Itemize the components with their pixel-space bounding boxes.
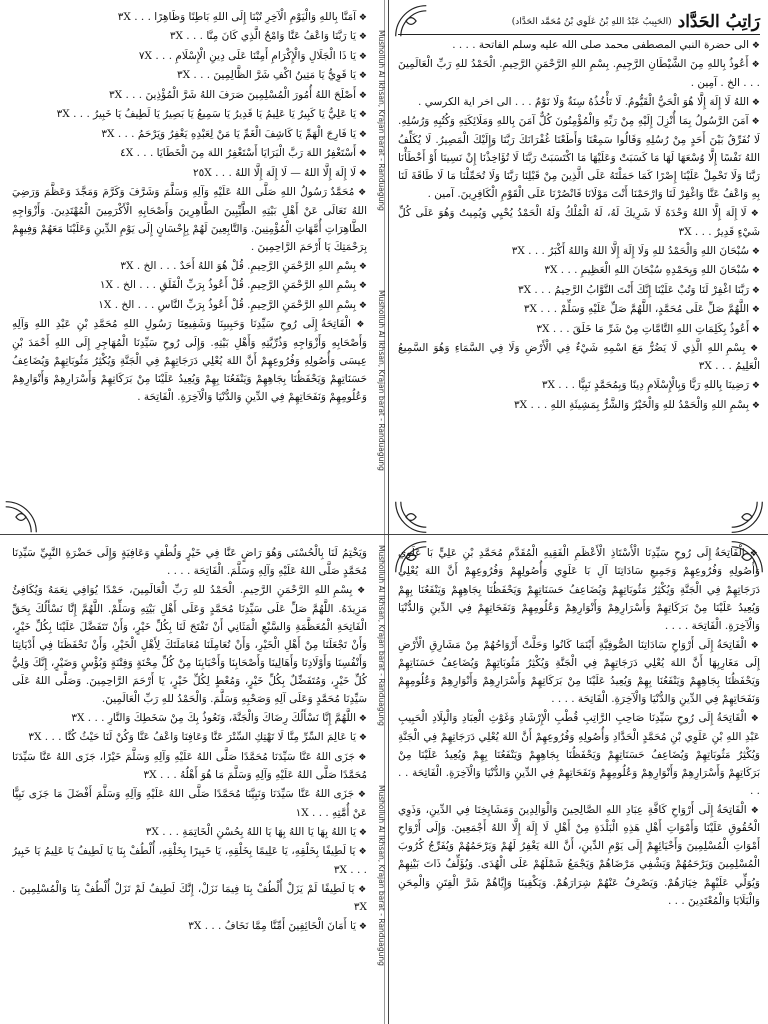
dhikr-line: ❖ رَضِينَا بِاللهِ رَبًّا وَبِالْإِسْلَامِ دِينًا وَبِمُحَمَّدٍ نَبِيًّا . . . ٣X xyxy=(398,376,760,394)
page-title: رَاتِبُ الحَدَّاد xyxy=(677,12,760,32)
dhikr-line: ❖ يَا رَبَّنَا وَاعْفُ عَنَّا وَامْحُ الَّذِي كَانَ مِنَّا . . . ٣X xyxy=(12,27,367,45)
dhikr-line: ❖ بِسْمِ اللهِ الرَّحْمَنِ الرَّحِيمِ. قُلْ هُوَ اللهُ أَحَدٌ . . . الخ . ٣X xyxy=(12,257,367,275)
panel-top-right xyxy=(398,36,760,504)
vertical-divider xyxy=(388,0,389,1024)
corner-ornament-icon xyxy=(394,500,428,534)
dhikr-line: ❖ يَا ذَا الْجَلَالِ وَالْإِكْرَامِ أَمِتْنَا عَلَى دِينِ الْإِسْلَامِ . . . ٧X xyxy=(12,47,367,65)
dhikr-line: ❖ يَا قَوِيُّ يَا مَتِينُ اكْفِ شَرَّ الظَّالِمِينَ . . . ٣X xyxy=(12,66,367,84)
dhikr-line: ❖ لَا إِلَهَ إِلَّا اللهُ — لَا إِلَهَ إِلَّا اللهُ . . . ٢٥X xyxy=(12,164,367,182)
dhikr-line: ❖ بِسْمِ اللهِ الرَّحْمَنِ الرَّحِيمِ. قُلْ أَعُوذُ بِرَبِّ النَّاسِ . . . الخ . ١X xyxy=(12,296,367,314)
spine-label: Musholluh Al Ikhsan, Krajan barat - Randuagung xyxy=(377,785,386,966)
dhikr-line: ❖ يَا اللهُ بِهَا يَا اللهُ بِهَا يَا اللهُ بِحُسْنِ الْخَاتِمَةِ . . . ٣X xyxy=(12,823,367,841)
panel-bottom-left xyxy=(12,544,367,1024)
dhikr-line: ❖ الْفَاتِحَةُ إِلَى رُوحِ سَيِّدِنَا الْأُسْتَاذِ الْأَعْظَمِ الْفَقِيهِ الْمُقَدَّمِ مُحَمَّدِ بْنِ عَلِيٍّ بَا عَلَوِي وَأُصُولِهِ وَفُرُوعِهِمْ وَجَمِيعِ سَادَاتِنَا آلِ بَا عَلَوِي وَأُصُولِهِمْ وَفُرُوعِهِمْ أَنَّ اللهَ يُعْلِي دَرَجَاتِهِمْ فِي الْجَنَّةِ وَيُكْثِرُ مَثُوبَاتِهِمْ وَيُضَاعِفُ حَسَنَاتِهِمْ وَيَحْفَظُنَا بِجَاهِهِمْ وَيَنْفَعُنَا بِهِمْ وَيُعِيدُ عَلَيْنَا مِنْ بَرَكَاتِهِمْ وَأَسْرَارِهِمْ وَأَنْوَارِهِمْ وَعُلُومِهِمْ وَنَفَحَاتِهِمْ فِي الدِّينِ وَالدُّنْيَا وَالْآخِرَةِ. الْفَاتِحَة . . . . xyxy=(398,544,760,635)
dhikr-line: ❖ اللَّهُمَّ صَلِّ عَلَى مُحَمَّدٍ، اللَّهُمَّ صَلِّ عَلَيْهِ وَسَلِّمْ . . . ٣X xyxy=(398,300,760,318)
dhikr-line: ❖ رَبَّنَا اغْفِرْ لَنَا وَتُبْ عَلَيْنَا إِنَّكَ أَنْتَ التَّوَّابُ الرَّحِيمُ . . . ٣X xyxy=(398,281,760,299)
panel-top-left xyxy=(12,8,367,528)
dhikr-line: ❖ بِسْمِ اللهِ الَّذِي لَا يَضُرُّ مَعَ اسْمِهِ شَيْءٌ فِي الْأَرْضِ وَلَا فِي السَّمَاءِ وَهُوَ السَّمِيعُ الْعَلِيمُ . . . ٣X xyxy=(398,339,760,376)
dhikr-line: ❖ اللَّهُمَّ إِنَّا نَسْأَلُكَ رِضَاكَ وَالْجَنَّةَ، وَنَعُوذُ بِكَ مِنْ سَخَطِكَ وَالنَّارِ . . . ٣X xyxy=(12,709,367,727)
corner-ornament-icon xyxy=(730,500,764,534)
dhikr-line: ❖ أَصْلَحَ اللهُ أُمُورَ الْمُسْلِمِينَ صَرَفَ اللهُ شَرَّ الْمُؤْذِينَ . . . ٣X xyxy=(12,86,367,104)
dhikr-line: ❖ جَزَى اللهُ عَنَّا سَيِّدَنَا وَنَبِيَّنَا مُحَمَّدًا صَلَّى اللهُ عَلَيْهِ وَآلِهِ وَسَلَّمَ أَفْضَلَ مَا جَزَى نَبِيًّا عَنْ أُمَّتِهِ . . . ١X xyxy=(12,785,367,822)
dhikr-line: ❖ يَا لَطِيفًا لَمْ يَزَلْ أُلْطُفْ بِنَا فِيمَا نَزَلْ، إِنَّكَ لَطِيفٌ لَمْ تَزَلْ أُلْطُفْ بِنَا وَالْمُسْلِمِينَ . ٣X xyxy=(12,880,367,917)
dhikr-line: ❖ مُحَمَّدٌ رَسُولُ اللهِ صَلَّى اللهُ عَلَيْهِ وَآلِهِ وَسَلَّمَ وَشَرَّفَ وَكَرَّمَ وَمَجَّدَ وَعَظَّمَ وَرَضِيَ اللهُ تَعَالَى عَنْ أَهْلِ بَيْتِهِ الطَّيِّبِينَ الطَّاهِرِينَ وَأَصْحَابِهِ الْأَكْرَمِينَ الْمُهْتَدِينَ. وَأَزْوَاجِهِ الطَّاهِرَاتِ أُمَّهَاتِ الْمُؤْمِنِينَ. وَالتَّابِعِينَ لَهُمْ بِإِحْسَانٍ إِلَى يَوْمِ الدِّينِ وَعَلَيْنَا مَعَهُمْ وَفِيهِمْ بِرَحْمَتِكَ يَا أَرْحَمَ الرَّاحِمِينَ . xyxy=(12,183,367,256)
dhikr-line: ❖ بِسْمِ اللهِ الرَّحْمَنِ الرَّحِيمِ. قُلْ أَعُوذُ بِرَبِّ الْفَلَقِ . . . الخ . ١X xyxy=(12,276,367,294)
dhikr-line: وَيَخْتِمُ لَنَا بِالْحُسْنَى وَهُوَ رَاضٍ عَنَّا فِي خَيْرٍ وَلُطْفٍ وَعَافِيَةٍ وَإِلَى حَضْرَةِ النَّبِيِّ سَيِّدِنَا مُحَمَّدٍ صَلَّى اللهُ عَلَيْهِ وَآلِهِ وَسَلَّمَ. الْفَاتِحَة . . . . xyxy=(12,547,367,578)
dhikr-line: ❖ الْفَاتِحَةُ إِلَى رُوحِ سَيِّدِنَا وَحَبِيبِنَا وَشَفِيعِنَا رَسُولِ اللهِ مُحَمَّدِ بْنِ عَبْدِ اللهِ وَآلِهِ وَأَصْحَابِهِ وَأَزْوَاجِهِ وَذُرِّيَّتِهِ وَأَهْلِ بَيْتِهِ. وَإِلَى رُوحِ سَيِّدِنَا الْمُهَاجِرِ إِلَى اللهِ أَحْمَدَ بْنِ عِيسَى وَأُصُولِهِ وَفُرُوعِهِمْ أَنَّ اللهَ يُعْلِي دَرَجَاتِهِمْ فِي الْجَنَّةِ وَيُكْثِرُ مَثُوبَاتِهِمْ وَيُضَاعِفُ حَسَنَاتِهِمْ وَيَحْفَظُنَا بِجَاهِهِمْ وَيَنْفَعُنَا بِهِمْ وَيُعِيدُ عَلَيْنَا مِنْ بَرَكَاتِهِمْ وَأَسْرَارِهِمْ وَأَنْوَارِهِمْ وَعُلُومِهِمْ وَنَفَحَاتِهِمْ فِي الدِّينِ وَالدُّنْيَا وَالْآخِرَةِ. الْفَاتِحَة . xyxy=(12,315,367,406)
dhikr-line: ❖ لَا إِلَهَ إِلَّا اللهُ وَحْدَهُ لَا شَرِيكَ لَهُ، لَهُ الْمُلْكُ وَلَهُ الْحَمْدُ يُحْيِي وَيُمِيتُ وَهُوَ عَلَى كُلِّ شَيْءٍ قَدِيرٌ . . . ٣X xyxy=(398,204,760,241)
dhikr-line: ❖ اللهُ لَا إِلَهَ إِلَّا هُوَ الْحَيُّ الْقَيُّومُ. لَا تَأْخُذُهُ سِنَةٌ وَلَا نَوْمٌ . . . الى اخر اية الكرسي . xyxy=(398,93,760,111)
dhikr-line: ❖ بِسْمِ اللهِ الرَّحْمَنِ الرَّحِيمِ. الْحَمْدُ للهِ رَبِّ الْعَالَمِينَ، حَمْدًا يُوَافِي نِعَمَهُ وَيُكَافِئُ مَزِيدَهُ. اللَّهُمَّ صَلِّ عَلَى سَيِّدِنَا مُحَمَّدٍ وَعَلَى أَهْلِ بَيْتِهِ وَسَلِّمْ. اللَّهُمَّ إِنَّا نَسْأَلُكَ بِحَقِّ الْفَاتِحَةِ الْمُعَظَّمَةِ وَالسَّبْعِ الْمَثَانِي أَنْ تَفْتَحَ لَنَا بِكُلِّ خَيْرٍ، وَأَنْ تَتَفَضَّلَ عَلَيْنَا بِكُلِّ خَيْرٍ، وَأَنْ تَجْعَلَنَا مِنْ أَهْلِ الْخَيْرِ، وَأَنْ تُعَامِلَنَا مُعَامَلَتَكَ لِأَهْلِ الْخَيْرِ، وَأَنْ تَحْفَظَنَا فِي أَدْيَانِنَا وَأَنْفُسِنَا وَأَوْلَادِنَا وَأَهَالِينَا وَأَصْحَابِنَا وَأَحْبَابِنَا مِنْ كُلِّ مِحْنَةٍ وَفِتْنَةٍ وَبُؤْسٍ وَضَيْرٍ، إِنَّكَ وَلِيُّ كُلِّ خَيْرٍ، وَمُتَفَضِّلٌ بِكُلِّ خَيْرٍ، وَمُعْطٍ لِكُلِّ خَيْرٍ، يَا أَرْحَمَ الرَّاحِمِينَ. وَصَلَّى اللهُ عَلَى سَيِّدِنَا مُحَمَّدٍ وَعَلَى آلِهِ وَصَحْبِهِ وَسَلَّمَ. وَالْحَمْدُ للهِ رَبِّ الْعَالَمِينَ. xyxy=(12,581,367,708)
dhikr-line: ❖ يَا عَلِيُّ يَا كَبِيرُ يَا عَلِيمُ يَا قَدِيرُ يَا سَمِيعُ يَا بَصِيرُ يَا لَطِيفُ يَا خَبِيرُ . . . ٣X xyxy=(12,105,367,123)
dhikr-line: ❖ يَا أَمَانَ الْخَائِفِينَ أَمِّنَّا مِمَّا نَخَافُ . . . ٣X xyxy=(12,917,367,935)
dhikr-line: ❖ يَا فَارِجَ الْهَمِّ يَا كَاشِفَ الْغَمِّ يَا مَنْ لِعَبْدِهِ يَغْفِرُ وَيَرْحَمُ . . . ٣X xyxy=(12,125,367,143)
dhikr-line: ❖ بِسْمِ اللهِ وَالْحَمْدُ للهِ وَالْخَيْرُ وَالشَّرُّ بِمَشِيئَةِ اللهِ . . . ٣X xyxy=(398,396,760,414)
dhikr-line: ❖ سُبْحَانَ اللهِ وَبِحَمْدِهِ سُبْحَانَ اللهِ الْعَظِيمِ . . . ٣X xyxy=(398,261,760,279)
dhikr-line: ❖ سُبْحَانَ اللهِ وَالْحَمْدُ للهِ وَلَا إِلَهَ إِلَّا اللهُ وَاللهُ أَكْبَرُ . . . ٣X xyxy=(398,242,760,260)
dhikr-line: ❖ يَا لَطِيفًا بِخَلْقِهِ، يَا عَلِيمًا بِخَلْقِهِ، يَا خَبِيرًا بِخَلْقِهِ، أُلْطُفْ بِنَا يَا لَطِيفُ يَا عَلِيمُ يَا خَبِيرُ . . . ٣X xyxy=(12,842,367,879)
dhikr-line: ❖ آمَنَ الرَّسُولُ بِمَا أُنْزِلَ إِلَيْهِ مِنْ رَبِّهِ وَالْمُؤْمِنُونَ كُلٌّ آمَنَ بِاللهِ وَمَلَائِكَتِهِ وَكُتُبِهِ وَرُسُلِهِ. لَا نُفَرِّقُ بَيْنَ أَحَدٍ مِنْ رُسُلِهِ وَقَالُوا سَمِعْنَا وَأَطَعْنَا غُفْرَانَكَ رَبَّنَا وَإِلَيْكَ الْمَصِيرُ. لَا يُكَلِّفُ اللهُ نَفْسًا إِلَّا وُسْعَهَا لَهَا مَا كَسَبَتْ وَعَلَيْهَا مَا اكْتَسَبَتْ رَبَّنَا لَا تُؤَاخِذْنَا إِنْ نَسِينَا أَوْ أَخْطَأْنَا رَبَّنَا وَلَا تَحْمِلْ عَلَيْنَا إِصْرًا كَمَا حَمَلْتَهُ عَلَى الَّذِينَ مِنْ قَبْلِنَا رَبَّنَا وَلَا تُحَمِّلْنَا مَا لَا طَاقَةَ لَنَا بِهِ وَاعْفُ عَنَّا وَاغْفِرْ لَنَا وَارْحَمْنَا أَنْتَ مَوْلَانَا فَانْصُرْنَا عَلَى الْقَوْمِ الْكَافِرِينَ. آمين . xyxy=(398,112,760,203)
dhikr-line: ❖ الْفَاتِحَةُ إِلَى رُوحِ سَيِّدِنَا صَاحِبِ الرَّاتِبِ قُطْبِ الْإِرْشَادِ وَغَوْثِ الْعِبَادِ وَالْبِلَادِ الْحَبِيبِ عَبْدِ اللهِ بْنِ عَلَوِي بْنِ مُحَمَّدٍ الْحَدَّادِ وَأُصُولِهِ وَفُرُوعِهِمْ أَنَّ اللهَ يُعْلِي دَرَجَاتِهِمْ فِي الْجَنَّةِ وَيُكْثِرُ مَثُوبَاتِهِمْ وَيُضَاعِفُ حَسَنَاتِهِمْ وَيَحْفَظُنَا بِجَاهِهِمْ وَيَنْفَعُنَا بِهِمْ وَيُعِيدُ عَلَيْنَا مِنْ بَرَكَاتِهِمْ وَأَسْرَارِهِمْ وَأَنْوَارِهِمْ وَعُلُومِهِمْ وَنَفَحَاتِهِمْ فِي الدِّينِ وَالدُّنْيَا وَالْآخِرَةِ. الْفَاتِحَة . . . . xyxy=(398,709,760,800)
dhikr-line: ❖ الْفَاتِحَةُ إِلَى أَرْوَاحِ سَادَاتِنَا الصُّوفِيَّةِ أَيْنَمَا كَانُوا وَحَلَّتْ أَرْوَاحُهُمْ مِنْ مَشَارِقِ الْأَرْضِ إِلَى مَغَارِبِهَا أَنَّ اللهَ يُعْلِي دَرَجَاتِهِمْ فِي الْجَنَّةِ وَيُكْثِرُ مَثُوبَاتِهِمْ وَيُضَاعِفُ حَسَنَاتِهِمْ وَيَحْفَظُنَا بِجَاهِهِمْ وَيَنْفَعُنَا بِهِمْ وَيُعِيدُ عَلَيْنَا مِنْ بَرَكَاتِهِمْ وَأَسْرَارِهِمْ وَأَنْوَارِهِمْ وَعُلُومِهِمْ وَنَفَحَاتِهِمْ فِي الدِّينِ وَالدُّنْيَا وَالْآخِرَةِ. الْفَاتِحَة . . . . xyxy=(398,636,760,709)
page-header xyxy=(398,10,760,35)
dhikr-line: ❖ أَعُوذُ بِاللهِ مِنَ الشَّيْطَانِ الرَّجِيمِ. بِسْمِ اللهِ الرَّحْمَنِ الرَّحِيمِ. الْحَمْدُ للهِ رَبِّ الْعَالَمِينَ . . . الخ . آمِين . xyxy=(398,55,760,92)
dhikr-line: ❖ أَسْتَغْفِرُ اللهَ رَبَّ الْبَرَايَا أَسْتَغْفِرُ اللهَ مِنَ الْخَطَايَا . . . ٤X xyxy=(12,144,367,162)
panel-bottom-right xyxy=(398,544,760,1024)
spine-label: Musholluh Al Ikhsan, Krajan barat - Randuagung xyxy=(377,545,386,726)
spine-label: Musholluh Al Ikhsan, Krajan barat - Randuagung xyxy=(377,290,386,471)
page-subtitle: (الحَبِيبُ عَبْدُ اللهِ بْنُ عَلَوِي بْنُ مُحَمَّد الحَدَّاد) xyxy=(511,17,672,27)
dhikr-line: ❖ آمَنَّا بِاللهِ وَالْيَوْمِ الْآخِرِ تُبْنَا إِلَى اللهِ بَاطِنًا وَظَاهِرًا . . . ٣X xyxy=(12,8,367,26)
dhikr-line: ❖ أَعُوذُ بِكَلِمَاتِ اللهِ التَّامَّاتِ مِنْ شَرِّ مَا خَلَقَ . . . ٣X xyxy=(398,320,760,338)
dhikr-line: ❖ الى حضرة النبي المصطفى محمد صلى الله عليه وسلم الفاتحة . . . . xyxy=(398,36,760,54)
dhikr-line: ❖ الْفَاتِحَةُ إِلَى أَرْوَاحِ كَافَّةِ عِبَادِ اللهِ الصَّالِحِينَ وَالْوَالِدِينَ وَمَشَايِخِنَا فِي الدِّينِ، وَذَوِي الْحُقُوقِ عَلَيْنَا وَأَمْوَاتِ أَهْلِ هَذِهِ الْبَلْدَةِ مِنْ أَهْلِ لَا إِلَهَ إِلَّا اللهُ أَجْمَعِينَ. وَإِلَى أَرْوَاحِ أَمْوَاتِ الْمُسْلِمِينَ وَأَحْيَائِهِمْ إِلَى يَوْمِ الدِّينِ، أَنَّ اللهَ يَغْفِرُ لَهُمْ وَيَرْحَمُهُمْ وَيُفَرِّجُ كُرُوبَ الْمُسْلِمِينَ وَيَرْحَمُهُمْ وَيَشْفِي مَرْضَاهُمْ وَيَجْمَعُ شَمْلَهُمْ عَلَى الْهُدَى. وَيُؤَلِّفُ ذَاتَ بَيْنِهِمْ وَيُوَلِّي عَلَيْهِمْ خِيَارَهُمْ. وَيَصْرِفُ عَنْهُمْ شِرَارَهُمْ. وَيَكْفِينَا وَإِيَّاهُمْ شَرَّ الْفِتَنِ وَالْمِحَنِ وَالْبَلَايَا وَالْمُعْتَدِينَ . . . xyxy=(398,801,760,910)
horizontal-divider xyxy=(0,534,768,535)
spine-label: Musholluh Al Ikhsan, Krajan barat - Randuagung xyxy=(377,30,386,211)
dhikr-line: ❖ يَا عَالِمَ السِّرِّ مِنَّا لَا تَهْتِكِ السِّتْرَ عَنَّا وَعَافِنَا وَاعْفُ عَنَّا وَكُنْ لَنَا حَيْثُ كُنَّا . . . ٣X xyxy=(12,728,367,746)
dhikr-line: ❖ جَزَى اللهُ عَنَّا سَيِّدَنَا مُحَمَّدًا صَلَّى اللهُ عَلَيْهِ وَآلِهِ وَسَلَّمَ خَيْرًا، جَزَى اللهُ عَنَّا سَيِّدَنَا مُحَمَّدًا صَلَّى اللهُ عَلَيْهِ وَآلِهِ وَسَلَّمَ مَا هُوَ أَهْلُهُ . . . ٣X xyxy=(12,748,367,785)
